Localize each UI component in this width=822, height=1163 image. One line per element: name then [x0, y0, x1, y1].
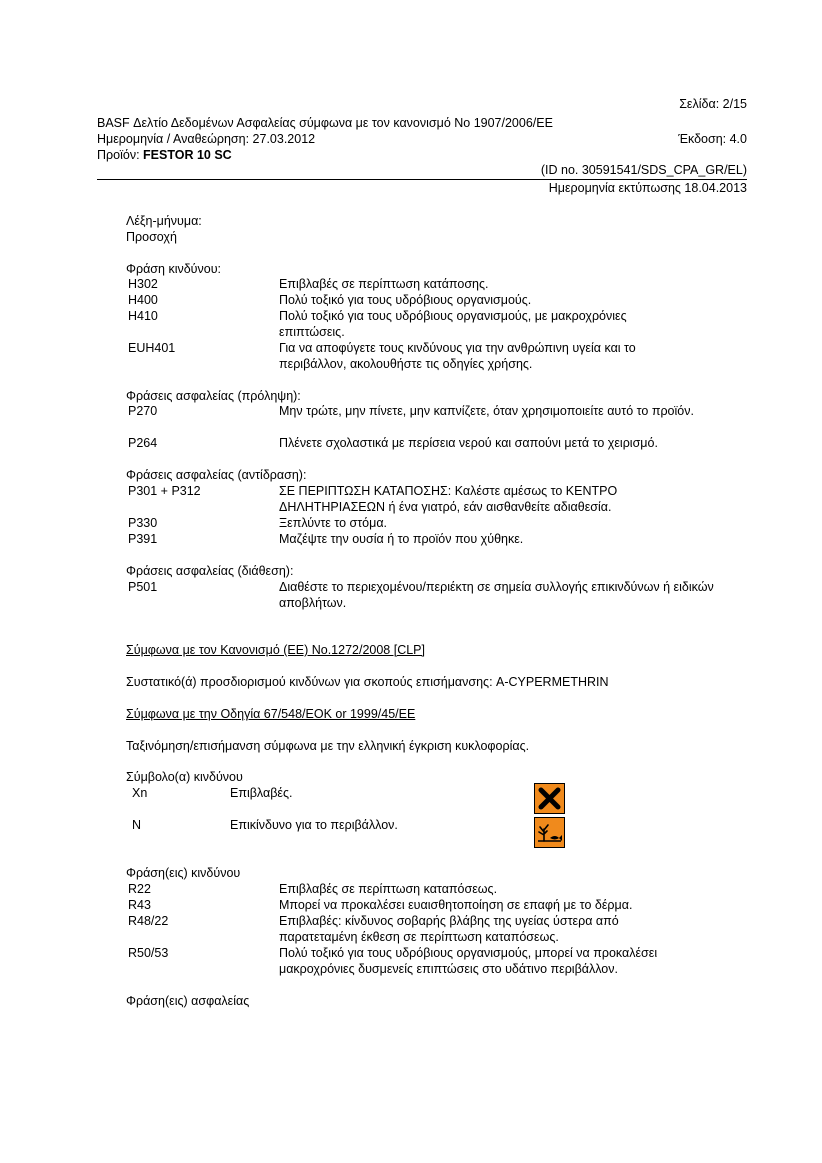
- hazard-code: H400: [128, 293, 158, 307]
- hazard-symbols-title: Σύμβολο(α) κινδύνου: [126, 770, 243, 784]
- product-line: [97, 148, 232, 163]
- document-title: BASF Δελτίο Δεδομένων Ασφαλείας σύμφωνα με τον κανονισμό Νο 1907/2006/ΕΕ: [97, 116, 553, 130]
- page-number: Σελίδα: 2/15: [679, 97, 747, 111]
- classification-line: Ταξινόμηση/επισήμανση σύμφωνα με την ελληνική έγκριση κυκλοφορίας.: [126, 739, 530, 753]
- symbol-code: N: [132, 818, 142, 832]
- print-date: Ημερομηνία εκτύπωσης 18.04.2013: [548, 181, 747, 195]
- precaution-code: P301 + P312: [128, 484, 201, 498]
- directive-heading: Σύμφωνα με την Οδηγία 67/548/ΕΟΚ or 1999/45/ΕΕ: [126, 707, 416, 721]
- hazard-text: Πολύ τοξικό για τους υδρόβιους οργανισμούς, με μακροχρόνιες επιπτώσεις.: [279, 309, 627, 339]
- risk-code: R43: [128, 898, 151, 912]
- precaution-code: P330: [128, 516, 158, 530]
- risk-text: Επιβλαβές: κίνδυνος σοβαρής βλάβης της υγείας ύστερα από παρατεταμένη έκθεση σε περίπτωση καταπόσεως.: [279, 914, 619, 944]
- precaution-text: Διαθέστε το περιεχομένου/περιέκτη σε σημεία συλλογής επικινδύνων ή ειδικών αποβλήτων.: [279, 580, 714, 610]
- risk-text: Μπορεί να προκαλέσει ευαισθητοποίηση σε επαφή με το δέρμα.: [279, 898, 633, 912]
- hazard-text: Επιβλαβές σε περίπτωση κατάποσης.: [279, 277, 489, 291]
- prevention-title: Φράσεις ασφαλείας (πρόληψη):: [126, 389, 301, 403]
- version-label: Έκδοση: 4.0: [678, 132, 747, 146]
- precaution-text: Ξεπλύντε το στόμα.: [279, 516, 388, 530]
- product-name: FESTOR 10 SC: [143, 148, 232, 162]
- risk-code: R50/53: [128, 946, 169, 960]
- product-label: Προϊόν:: [97, 148, 144, 162]
- signal-word-label: Λέξη-μήνυμα:: [126, 214, 202, 228]
- harmful-x-cross-icon: [534, 783, 565, 814]
- revision-date: Ημερομηνία / Αναθεώρηση: 27.03.2012: [97, 132, 316, 146]
- id-number: (ID no. 30591541/SDS_CPA_GR/EL): [540, 163, 747, 177]
- hazard-code: EUH401: [128, 341, 176, 355]
- symbol-code: Xn: [132, 786, 148, 800]
- hazard-text: Για να αποφύγετε τους κινδύνους για την ανθρώπινη υγεία και το περιβάλλον, ακολουθήστε τις οδηγίες χρήσης.: [279, 341, 636, 371]
- disposal-title: Φράσεις ασφαλείας (διάθεση):: [126, 564, 294, 578]
- risk-code: R48/22: [128, 914, 169, 928]
- hazard-code: H302: [128, 277, 158, 291]
- precaution-code: P391: [128, 532, 158, 546]
- hazard-code: H410: [128, 309, 158, 323]
- clp-heading: Σύμφωνα με τον Κανονισμό (ΕΕ) No.1272/2008 [CLP]: [126, 643, 425, 657]
- hazard-statements-title: Φράση κινδύνου:: [126, 262, 222, 276]
- risk-text: Πολύ τοξικό για τους υδρόβιους οργανισμούς, μπορεί να προκαλέσει μακροχρόνιες δυσμενείς επιπτώσεις στο υδάτινο περιβάλλον.: [279, 946, 658, 976]
- precaution-code: P501: [128, 580, 158, 594]
- clp-component-line: Συστατικό(ά) προσδιορισμού κινδύνων για σκοπούς επισήμανσης: A-CYPERMETHRIN: [126, 675, 609, 689]
- precaution-text: Μαζέψτε την ουσία ή το προϊόν που χύθηκε.: [279, 532, 524, 546]
- response-title: Φράσεις ασφαλείας (αντίδραση):: [126, 468, 307, 482]
- header-divider: [97, 179, 747, 180]
- precaution-code: P270: [128, 404, 158, 418]
- signal-word-value: Προσοχή: [126, 230, 177, 244]
- environment-dead-tree-fish-icon: [534, 817, 565, 848]
- precaution-text: Πλένετε σχολαστικά με περίσεια νερού και σαπούνι μετά το χειρισμό.: [279, 436, 658, 450]
- safety-phrases-title: Φράση(εις) ασφαλείας: [126, 994, 250, 1008]
- risk-phrases-title: Φράση(εις) κινδύνου: [126, 866, 241, 880]
- risk-code: R22: [128, 882, 151, 896]
- precaution-text: Μην τρώτε, μην πίνετε, μην καπνίζετε, όταν χρησιμοποιείτε αυτό το προϊόν.: [279, 404, 694, 418]
- precaution-code: P264: [128, 436, 158, 450]
- symbol-text: Επιβλαβές.: [230, 786, 293, 800]
- risk-text: Επιβλαβές σε περίπτωση καταπόσεως.: [279, 882, 498, 896]
- symbol-text: Επικίνδυνο για το περιβάλλον.: [230, 818, 398, 832]
- hazard-text: Πολύ τοξικό για τους υδρόβιους οργανισμούς.: [279, 293, 532, 307]
- precaution-text: ΣΕ ΠΕΡΙΠΤΩΣΗ ΚΑΤΑΠΟΣΗΣ: Καλέστε αμέσως το ΚΕΝΤΡΟ ΔΗΛΗΤΗΡΙΑΣΕΩΝ ή ένα γιατρό, εάν αισθανθείτε αδιαθεσία.: [279, 484, 618, 514]
